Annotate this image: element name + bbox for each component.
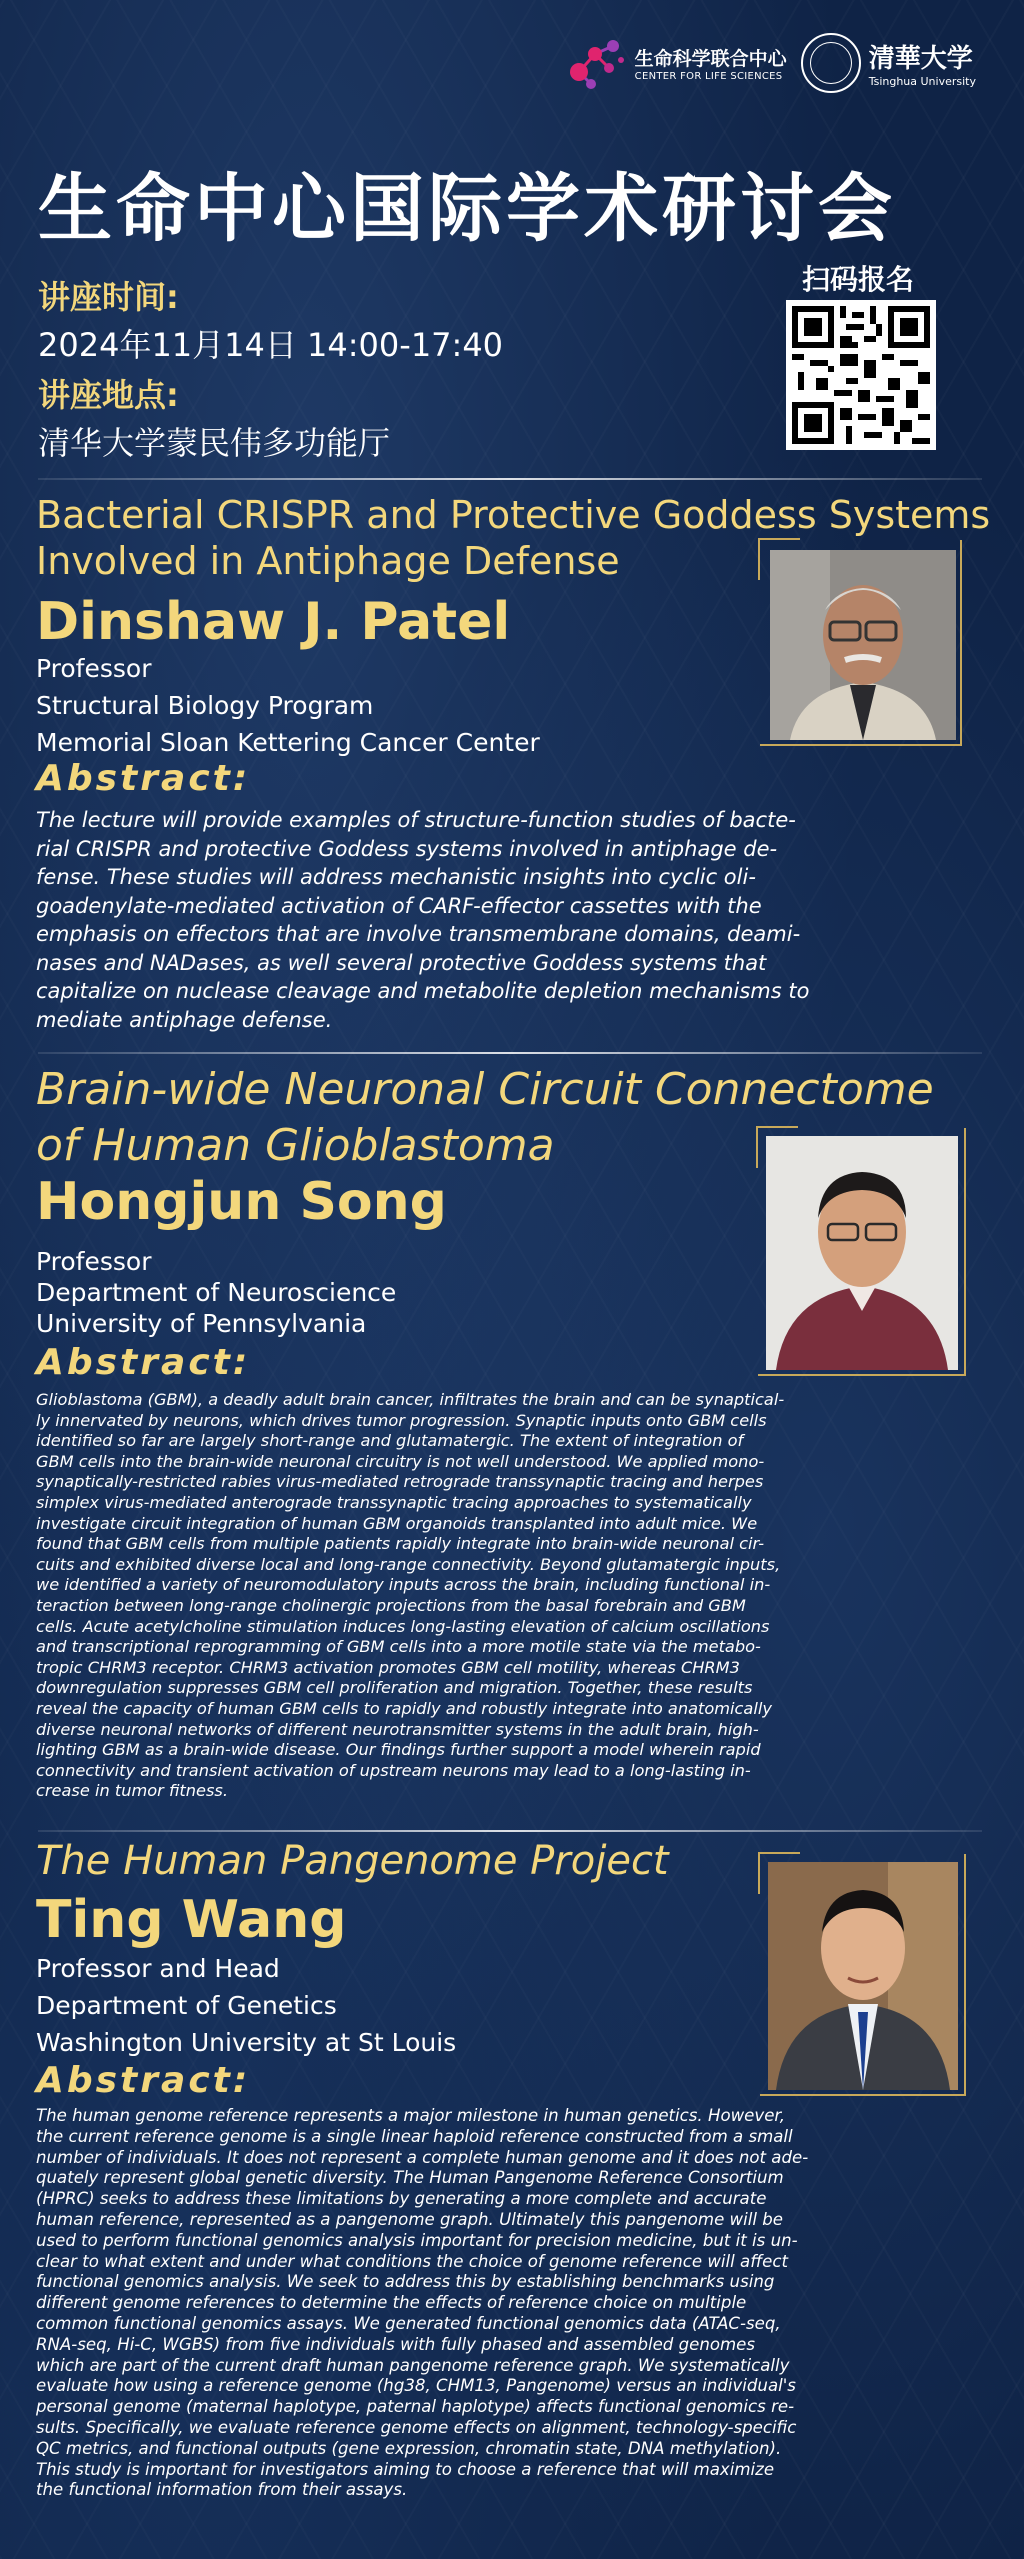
talk1-speaker: Dinshaw J. Patel [36,592,511,652]
page-title: 生命中心国际学术研讨会 [38,166,896,252]
time-value: 2024年11月14日 14:00-17:40 [38,326,504,364]
logo-en: CENTER FOR LIFE SCIENCES [634,71,783,82]
talk2-title: Brain-wide Neuronal Circuit Connectome of Human Glioblastoma [36,1064,934,1171]
talk3-title: The Human Pangenome Project [36,1838,669,1884]
talk3-abstract: The human genome reference represents a major milestone in human genetics. However, the current reference genome is a single linear haploid reference constructed from a small number of individuals. It does not represent a complete human genome and it does not ade- quately represent global genetic diversity. The Human Pangenome Reference Consortium (HPRC) seeks to address these limitations by generating a more complete and accurate human reference, represented as a pangenome graph. Ultimately this pangenome will be used to perform functional genomics analysis important for precision medicine, but it is un- clear to what extent and under what conditions the choice of genome reference will affect functional genomics analysis. We seek to address this by establishing benchmarks using different genome references to determine the effects of reference choice on multiple common functional genomics assays. We generated functional genomics data (ATAC-seq, RNA-seq, Hi-C, WGBS) from five individuals with fully phased and assembled genomes which are part of the current draft human pangenome reference graph. We systematically evaluate how using a reference genome (hg38, CHM13, Pangenome) versus an individual's personal genome (maternal haplotype, paternal haplotype) affects functional genomics re- sults. Specifically, we evaluate reference genome effects on alignment, technology-specific QC metrics, and functional outputs (gene expression, chromatin state, DNA methylation). This study is important for investigators aiming to choose a reference that will maximize the functional information from their assays. [36,2106,809,2500]
registration-qr-code[interactable] [786,300,936,450]
univ-en: Tsinghua University [868,75,976,88]
divider [38,478,982,480]
talk1-abstract: The lecture will provide examples of structure-function studies of bacte- rial CRISPR and protective Goddess systems involved in antiphage de- fense. These studies will address mechanistic insights into cyclic oli- goadenylate-mediated activation of CARF-effector cassettes with the emphasis on effectors that are involve transmembrane domains, deami- nases and NADases, as well several protective Goddess systems that capitalize on nuclease cleavage and metabolite depletion mechanisms to mediate antiphage defense. [36,808,810,1032]
talk2-abstract: Glioblastoma (GBM), a deadly adult brain cancer, infiltrates the brain and can be synaptical- ly innervated by neurons, which drives tumor progression. Synaptic inputs onto GBM cells identified so far are largely short-range and glutamatergic. The extent of integration of GBM cells into the brain-wide neuronal circuitry is not well understood. We applied mono- synaptically-restricted rabies virus-mediated retrograde transsynaptic tracing and herpes simplex virus-mediated anterograde transsynaptic tracing approaches to systematically investigate circuit integration of human GBM organoids transplanted into adult mice. We found that GBM cells from multiple patients rapidly integrate into brain-wide neuronal cir- cuits and exhibited diverse local and long-range connectivity. Beyond glutamatergic inputs, we identified a variety of neuromodulatory inputs across the brain, including functional in- teraction between long-range cholinergic projections from the basal forebrain and GBM cells. Acute acetylcholine stimulation induces long-lasting elevation of calcium oscillations and transcriptional reprogramming of GBM cells into a more motile state via the metabo- tropic CHRM3 receptor. CHRM3 activation promotes GBM cell motility, whereas CHRM3 downregulation suppresses GBM cell proliferation and migration. Together, these results reveal the capacity of human GBM cells to rapidly and robustly integrate into anatomically diverse neuronal networks of different neurotransmitter systems in the adult brain, high- lighting GBM as a brain-wide disease. Our findings further support a model wherein rapid connectivity and transient activation of upstream neurons may lead to a long-lasting in- crease in tumor fitness. [36,1390,785,1801]
speaker2-photo [766,1136,958,1370]
divider [38,1052,982,1054]
tsinghua-seal-icon [801,33,861,93]
header-logos [565,32,976,94]
talk3-affiliation: Professor and Head Department of Genetics Washington University at St Louis [36,1954,457,2057]
qr-label: 扫码报名 [802,263,915,296]
talk3-abstract-label: Abstract: [36,2060,251,2101]
talk2-affiliation: Professor Department of Neuroscience University of Pennsylvania [36,1247,397,1338]
speaker3-photo [768,1862,958,2090]
molecule-icon [565,32,629,94]
talk2-abstract-label: Abstract: [36,1342,251,1383]
univ-cn: 清華大学 [868,44,973,74]
time-label: 讲座时间: [38,278,179,316]
divider [38,1830,982,1832]
place-value: 清华大学蒙民伟多功能厅 [38,424,391,462]
talk1-title: Bacterial CRISPR and Protective Goddess Systems Involved in Antiphage Defense [36,493,991,583]
talk2-speaker: Hongjun Song [36,1172,447,1232]
talk3-speaker: Ting Wang [36,1890,347,1950]
tsinghua-logo [801,33,976,93]
place-label: 讲座地点: [38,376,179,414]
logo-cn: 生命科学联合中心 [634,48,787,70]
speaker1-photo [770,550,956,740]
talk1-affiliation: Professor Structural Biology Program Memorial Sloan Kettering Cancer Center [36,654,540,757]
life-sciences-logo [565,32,787,94]
talk1-abstract-label: Abstract: [36,758,251,799]
